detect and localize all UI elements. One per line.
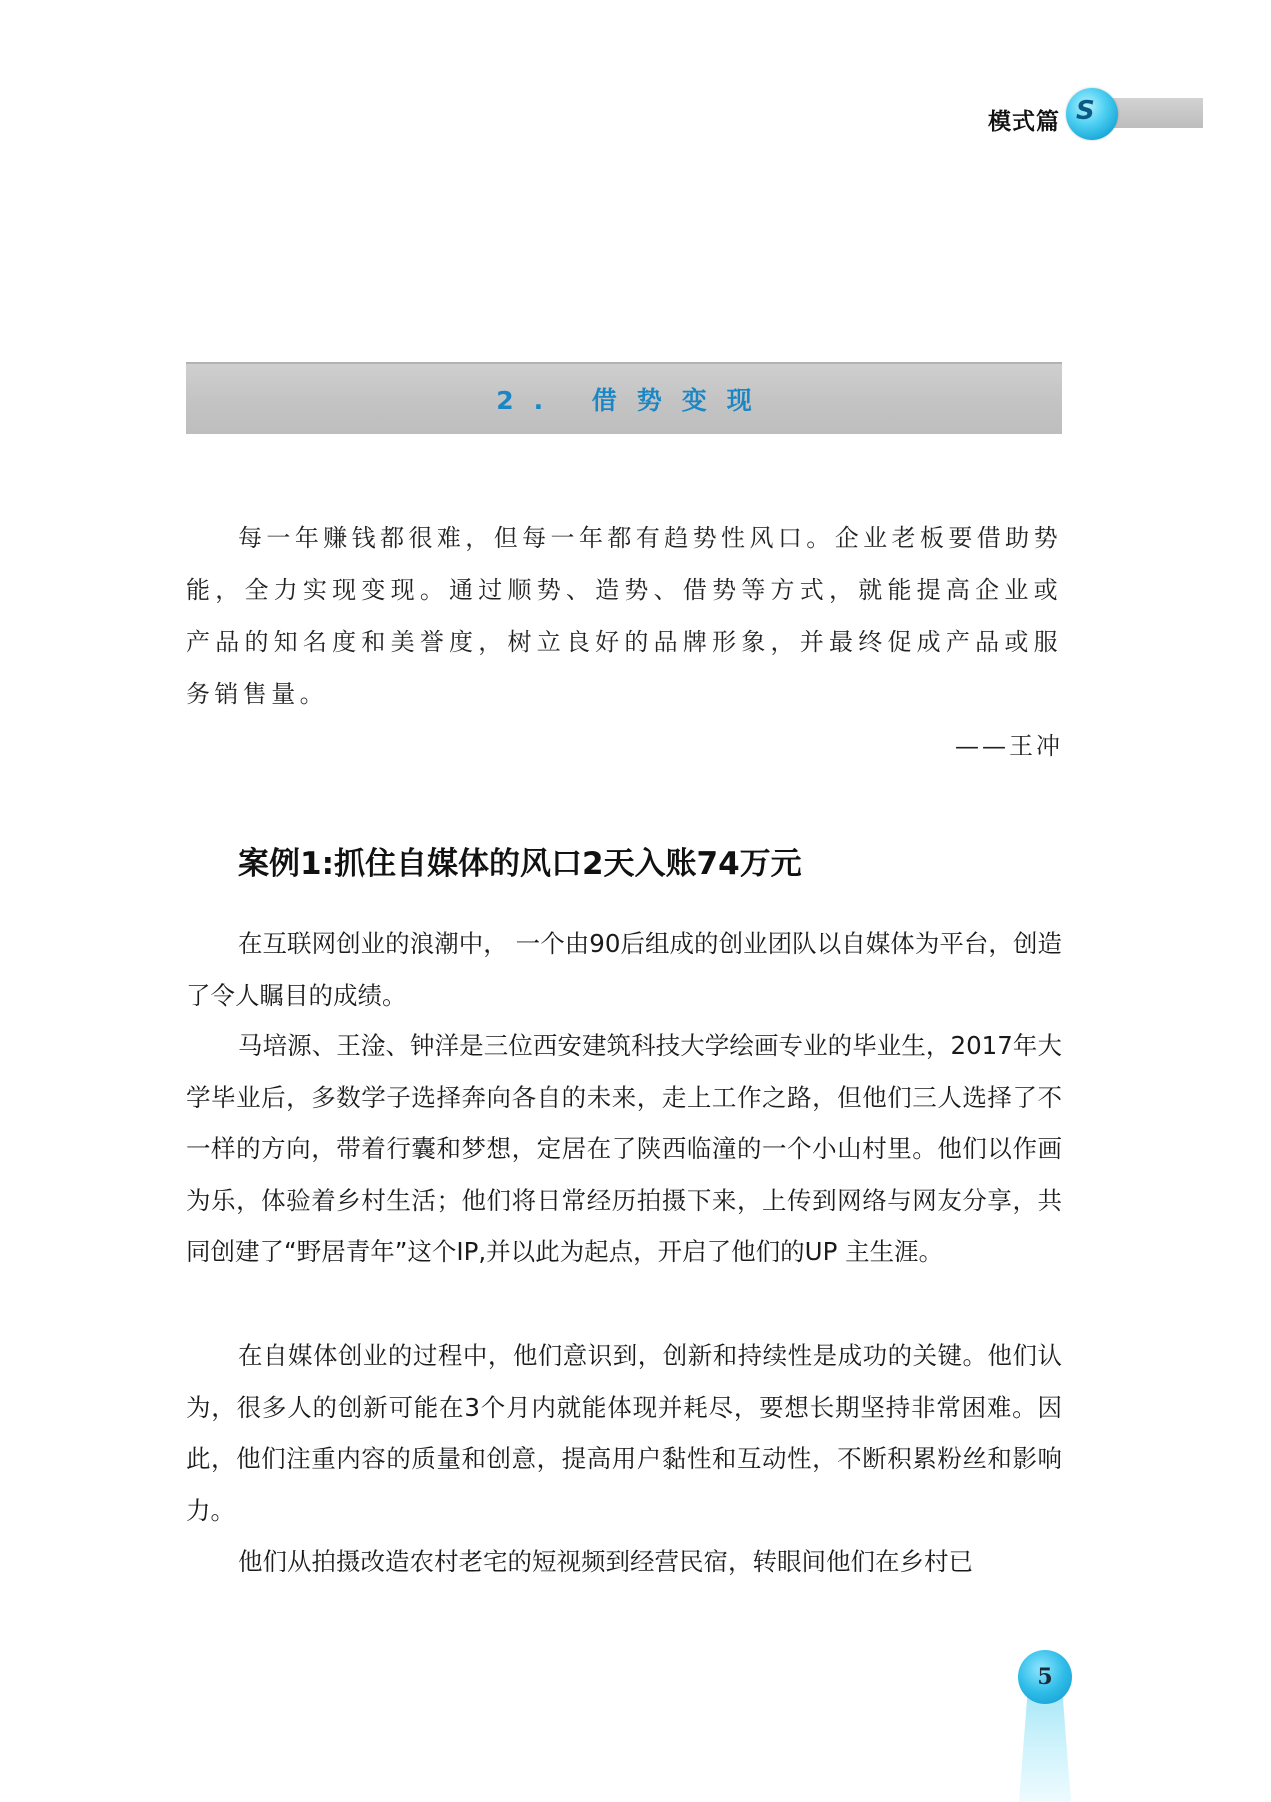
- epigraph-quote: 每一年赚钱都很难，但每一年都有趋势性风口。企业老板要借助势能，全力实现变现。通过顺势、造势、借势等方式，就能提高企业或产品的知名度和美誉度，树立良好的品牌形象，并最终促成产品或服务销售量。: [186, 524, 1062, 708]
- header-label: 模式篇: [988, 109, 1060, 135]
- page-number-disc-icon: [1018, 1650, 1072, 1704]
- body-paragraph: 他们从拍摄改造农村老宅的短视频到经营民宿，转眼间他们在乡村已: [238, 1547, 973, 1576]
- header-disc-glyph: S: [1076, 96, 1095, 126]
- body-paragraph: 在自媒体创业的过程中，他们意识到，创新和持续性是成功的关键。他们认为，很多人的创新可能在3个月内就能体现并耗尽，要想长期坚持非常困难。因此，他们注重内容的质量和创意，提高用户黏性和互动性，不断积累粉丝和影响力。: [186, 1341, 1062, 1525]
- epigraph-signature: ——王冲: [955, 732, 1063, 760]
- case-heading: 案例1:抓住自媒体的风口2天入账74万元: [238, 846, 802, 882]
- header-disc-icon: [1066, 88, 1118, 140]
- section-banner: [186, 362, 1062, 434]
- body-paragraph: 马培源、王淦、钟洋是三位西安建筑科技大学绘画专业的毕业生，2017年大学毕业后，多数学子选择奔向各自的未来，走上工作之路，但他们三人选择了不一样的方向，带着行囊和梦想，定居在了陕西临潼的一个小山村里。他们以作画为乐，体验着乡村生活；他们将日常经历拍摄下来，上传到网络与网友分享，共同创建了“野居青年”这个IP,并以此为起点，开启了他们的UP 主生涯。: [186, 1031, 1062, 1266]
- body-paragraph: 在互联网创业的浪潮中， 一个由90后组成的创业团队以自媒体为平台，创造了令人瞩目的成绩。: [186, 929, 1062, 1010]
- running-header: [980, 88, 1206, 144]
- page-number-tab: [1010, 1642, 1080, 1800]
- section-title: 2. 借势变现: [496, 386, 772, 415]
- page-number: 5: [1037, 1664, 1053, 1690]
